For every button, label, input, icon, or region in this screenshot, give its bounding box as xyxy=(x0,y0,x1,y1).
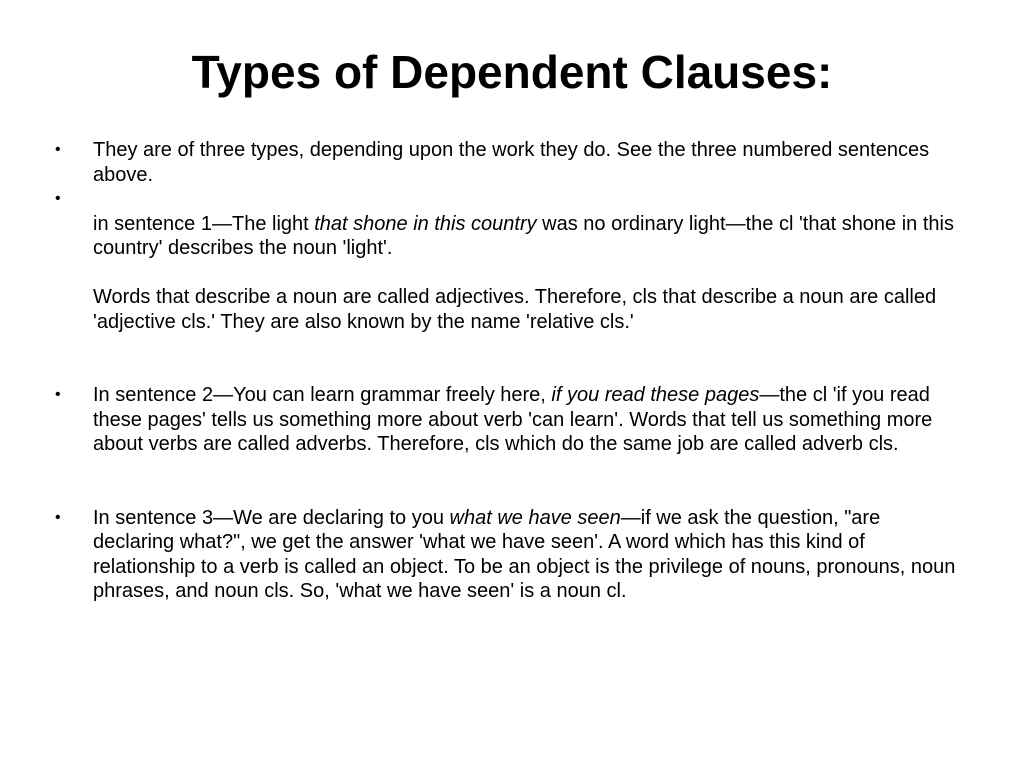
adjective-clause-example xyxy=(93,212,960,261)
adjective-clause-definition: Words that describe a noun are called adjectives. Therefore, cls that describe a noun are called 'adjective cls.' They are also known by the name 'relative cls.' xyxy=(93,286,937,333)
example-text: In sentence 2—You can learn grammar freely here, xyxy=(93,384,552,406)
bullet-item-4 xyxy=(55,506,960,604)
example-text: —the cl 'if you read these pages' tells us something more about verb 'can learn'. Words that tell us something more about verbs are called adverbs. Therefore, cls which do the same job are called adverb cls. xyxy=(93,384,933,455)
slide-title: Types of Dependent Clauses: xyxy=(191,46,833,98)
example-clause: if you read these pages xyxy=(551,384,760,406)
bullet-icon: • xyxy=(55,508,61,526)
bullet-icon: • xyxy=(55,190,61,207)
bullet-text-1: They are of three types, depending upon the work they do. See the three numbered sentences above. xyxy=(93,139,930,186)
example-text: in sentence 1—The light xyxy=(93,212,315,235)
bullet-text-3 xyxy=(93,383,960,457)
bullet-icon: • xyxy=(55,141,61,158)
example-text: —if we ask the question, "are declaring what?", we get the answer 'what we have seen'. A word which has this kind of relationship to a verb is called an object. To be an object is the privilege of nouns, pronouns, noun phrases, and noun cls. So, 'what we have seen' is a noun cl. xyxy=(93,506,956,602)
example-clause: what we have seen xyxy=(449,506,621,529)
bullet-text-2 xyxy=(93,187,960,334)
bullet-item-2 xyxy=(55,187,960,334)
bullet-item-3 xyxy=(55,383,960,457)
example-text: was no ordinary light—the cl 'that shone in this country' describes the noun 'light'. xyxy=(93,212,954,259)
slide-content xyxy=(55,138,960,604)
example-clause: that shone in this country xyxy=(314,212,537,235)
bullet-item-1 xyxy=(55,138,960,187)
example-text: In sentence 3—We are declaring to you xyxy=(93,506,450,529)
bullet-icon: • xyxy=(55,386,61,403)
bullet-text-4 xyxy=(93,506,960,604)
